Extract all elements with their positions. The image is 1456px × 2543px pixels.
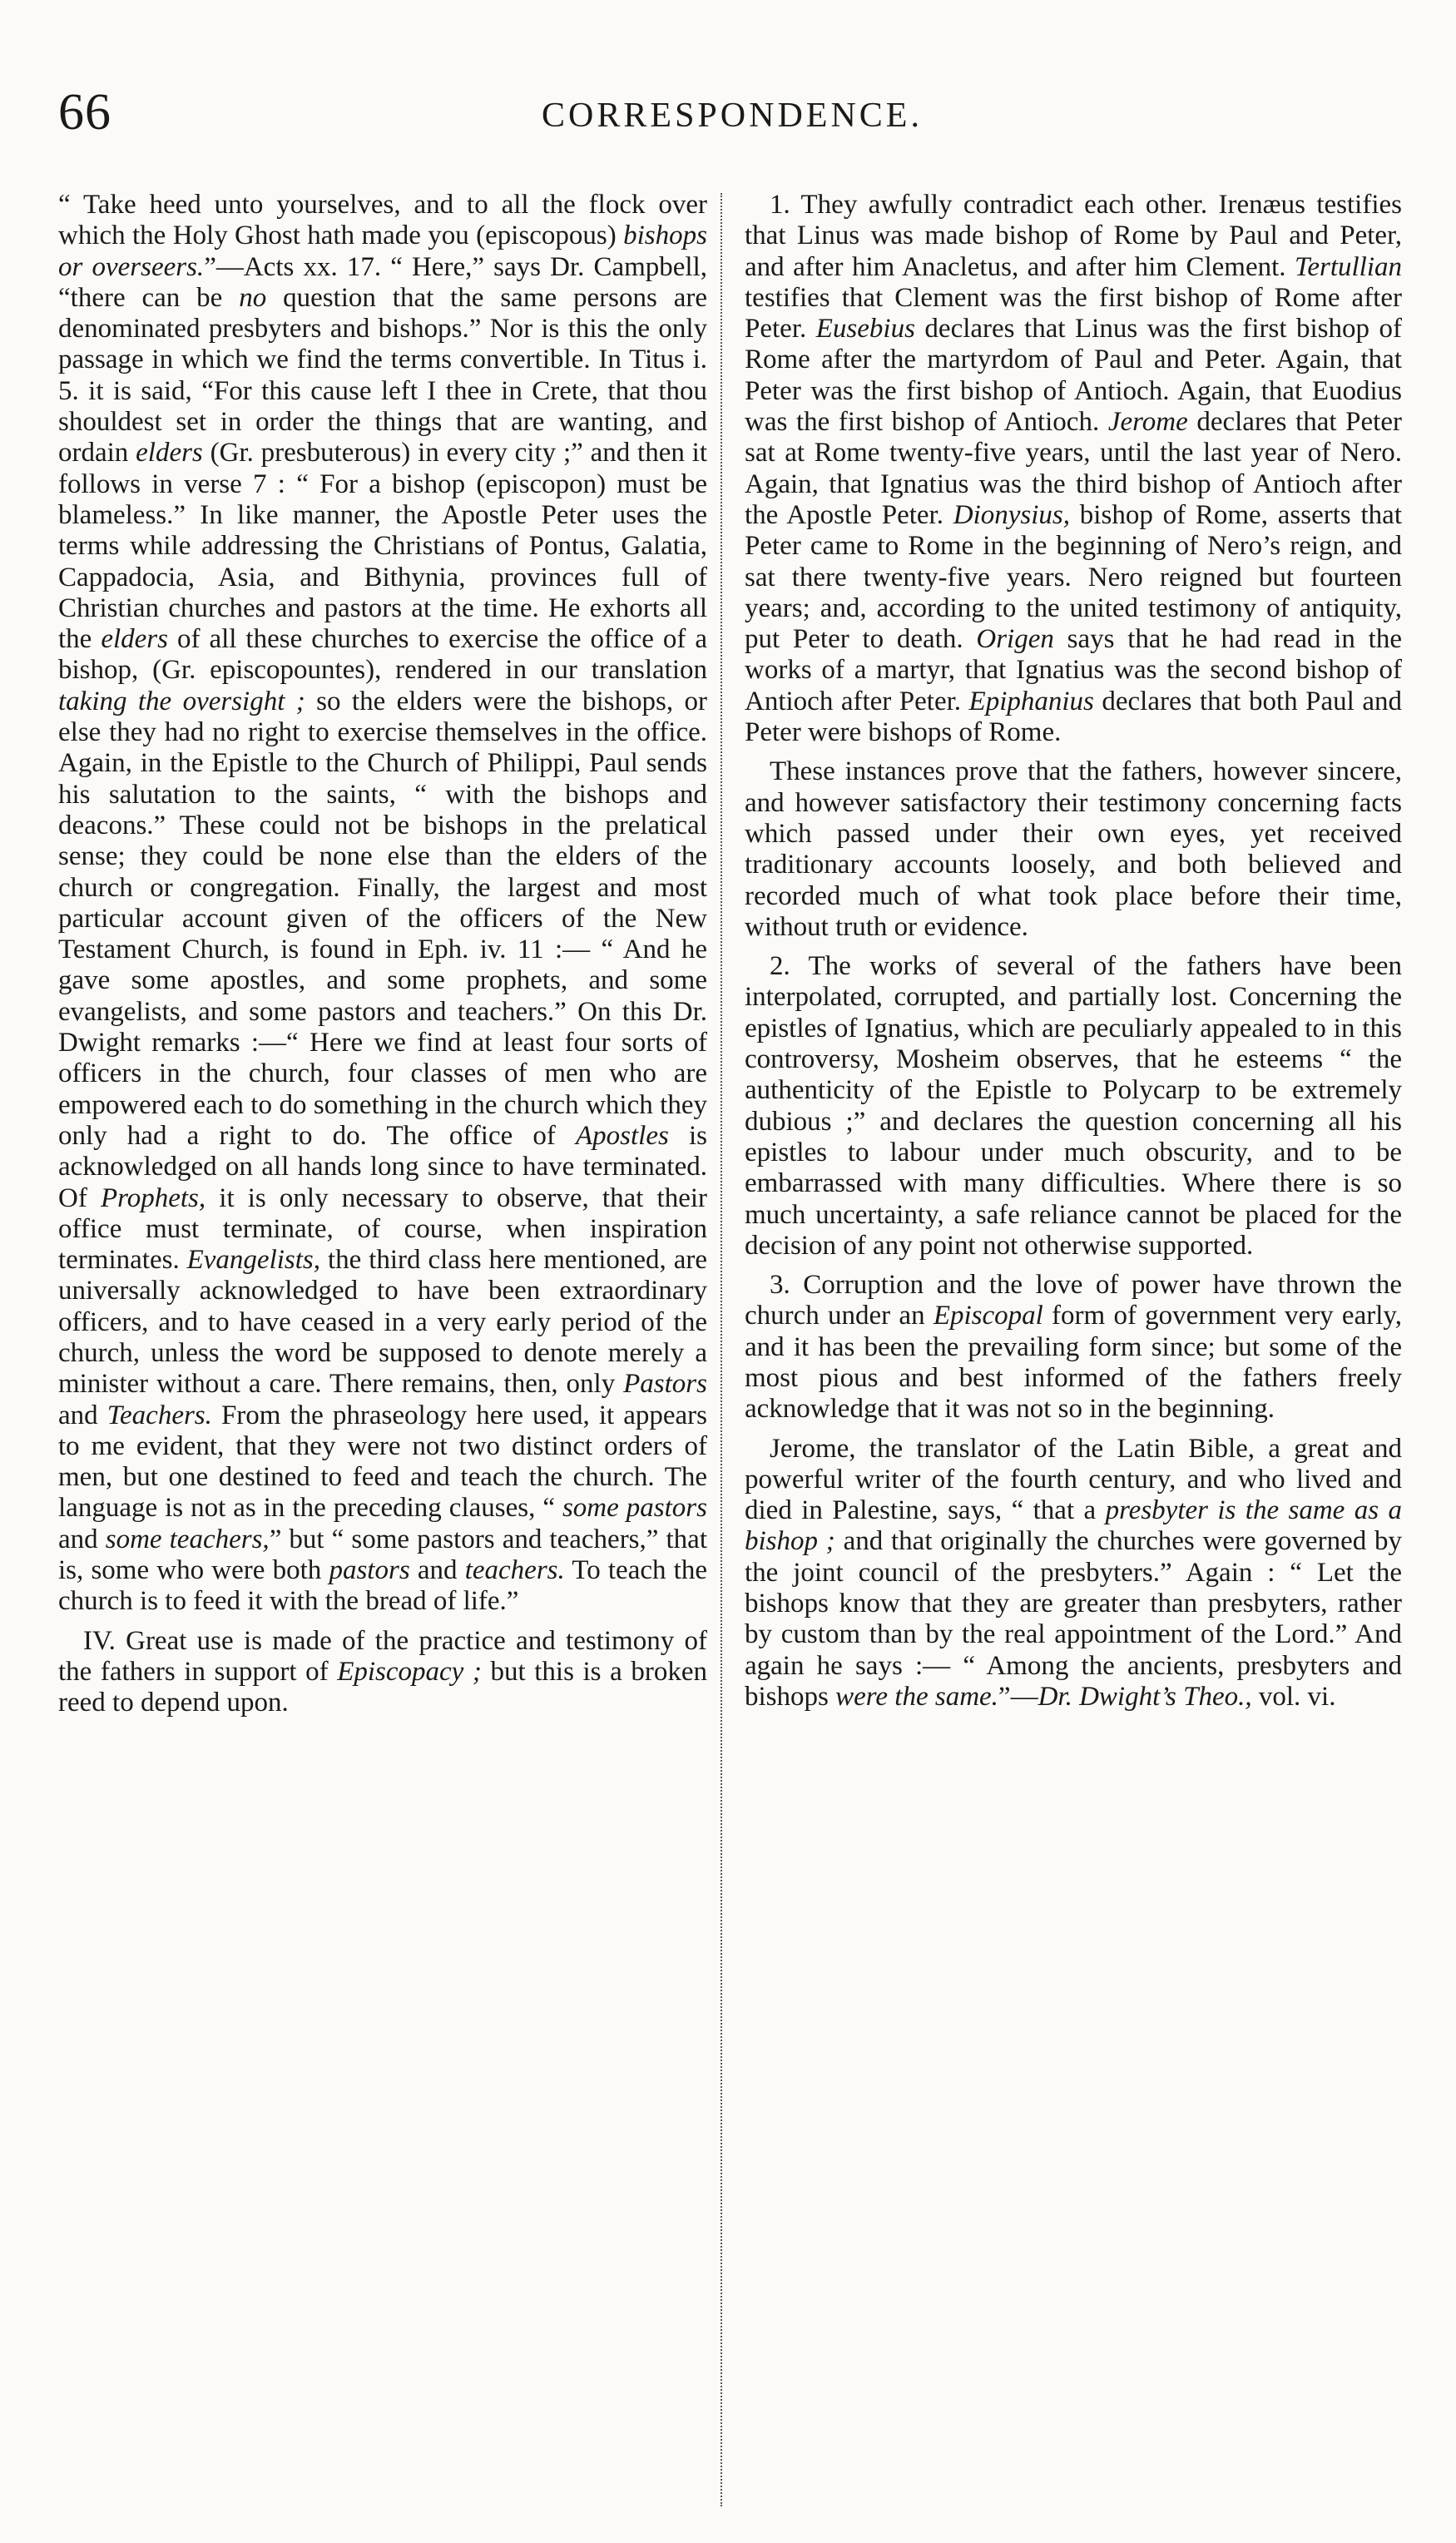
- text-run: From the phraseology here used, it appears to me evident, that they were not two distinct orders of men, but one destined to feed and teach the church. The language is not as in the preceding clauses, “: [58, 1400, 707, 1524]
- text-run: the third class here mentioned, are universally acknowledged to have been extraordinary officers, and to have ceased in a very early period of the church, unless the word be supposed to denote merely a minister without a care. There remains, then, only: [58, 1245, 707, 1400]
- paragraph: [745, 1434, 1402, 1713]
- column-divider: [721, 193, 722, 2506]
- left-column: [58, 190, 707, 2511]
- text-run: and: [58, 1400, 107, 1430]
- page-header: [58, 79, 1406, 154]
- italic-text-run: Apostles: [576, 1120, 669, 1151]
- paragraph: [745, 1270, 1402, 1425]
- italic-text-run: presbyter is the same as a bishop ;: [745, 1495, 1402, 1557]
- text-run: form of government very early, and it has been the prevailing form since; but some of the most pious and best informed of the fathers freely acknowledge that it was not so in the beginning.: [745, 1301, 1402, 1425]
- italic-text-run: Pastors: [623, 1369, 707, 1400]
- italic-text-run: no: [239, 282, 267, 313]
- italic-text-run: Jerome: [1107, 407, 1188, 438]
- text-run: question that the same persons are denominated presbyters and bishops.” Nor is this the only passage in which we find the terms convertible. In Titus i. 5. it is said, “For this cause left I thee in Crete, that thou shouldest set in order the things that are wanting, and ordain: [58, 282, 707, 468]
- italic-text-run: some teachers,: [105, 1524, 270, 1554]
- italic-text-run: were the same.: [835, 1681, 998, 1712]
- italic-text-run: Episcopal: [933, 1301, 1043, 1331]
- italic-text-run: Tertullian: [1295, 251, 1402, 282]
- text-run: (Gr. presbuterous) in every city ;” and then it follows in verse 7 : “ For a bishop (episcopon) must be blameless.” In like manner, the Apostle Peter uses the terms while addressing the Christians of Pontus, Galatia, Cappadocia, Asia, and Bithynia, provinces full of Christian churches and pastors at the time. He exhorts all the: [58, 438, 707, 655]
- paragraph: [58, 190, 707, 1618]
- italic-text-run: Dionysius,: [953, 499, 1071, 530]
- paragraph: [745, 951, 1402, 1262]
- text-run: ”—: [998, 1681, 1038, 1712]
- italic-text-run: elders: [101, 624, 168, 655]
- text-run: These instances prove that the fathers, however sincere, and however satisfactory their testimony concerning facts which passed under their own eyes, yet received traditionary accounts loosely, and both believed and recorded much of what took place before their time, without truth or evidence.: [745, 756, 1402, 942]
- text-run: bishop of Rome, asserts that Peter came to Rome in the beginning of Nero’s reign, and sat there twenty-five years. Nero reigned but fourteen years; and, according to the united testimony of antiquity, put Peter to death.: [745, 499, 1402, 655]
- text-run: “ Take heed unto yourselves, and to all the flock over which the Holy Ghost hath made you (episcopous): [58, 190, 707, 251]
- italic-text-run: bishops or overseers.: [58, 221, 707, 282]
- text-run: 1. They awfully contradict each other. Irenæus testifies that Linus was made bishop of Rome by Paul and Peter, and after him Anacletus, and after him Clement.: [745, 190, 1402, 282]
- text-run: so the elders were the bishops, or else they had no right to exercise themselves in the office. Again, in the Epistle to the Church of Philippi, Paul sends his salutation to the saints, “ with the bishops and deacons.” These could not be bishops in the prelatical sense; they could be none else than the elders of the church or congregation. Finally, the largest and most particular account given of the officers of the New Testament Church, is found in Eph. iv. 11 :— “ And he gave some apostles, and some prophets, and some evangelists, and some pastors and teachers.” On this Dr. Dwight remarks :—“ Here we find at least four sorts of officers in the church, four classes of men who are empowered each to do something in the church which they only had a right to do. The office of: [58, 686, 707, 1151]
- paragraph: [745, 756, 1402, 943]
- text-run: declares that Linus was the first bishop of Rome after the martyrdom of Paul and Peter. Again, that Peter was the first bishop of Antioch. Again, that Euodius was the first bishop of Antioch.: [745, 314, 1402, 438]
- text-run: and that originally the churches were governed by the joint council of the presbyters.” Again : “ Let the bishops know that they are greater than presbyters, rather by custom than by the real appointment of the Lord.” And again he says :— “ Among the ancients, presbyters and bishops: [745, 1526, 1402, 1712]
- text-run: Jerome, the translator of the Latin Bible, a great and powerful writer of the fourth century, and who lived and died in Palestine, says, “ that a: [745, 1433, 1402, 1526]
- text-run: of all these churches to exercise the office of a bishop, (Gr. episcopountes), rendered in our translation: [58, 624, 707, 686]
- text-run: says that he had read in the works of a martyr, that Ignatius was the second bishop of Antioch after Peter.: [745, 624, 1402, 716]
- italic-text-run: teachers.: [464, 1555, 565, 1586]
- italic-text-run: some pastors: [562, 1493, 707, 1524]
- text-run: 3. Corruption and the love of power have thrown the church under an: [745, 1270, 1402, 1331]
- text-run: declares that Peter sat at Rome twenty-five years, until the last year of Nero. Again, that Ignatius was the third bishop of Antioch after the Apostle Peter.: [745, 407, 1402, 530]
- italic-text-run: pastors: [329, 1555, 410, 1586]
- text-run: testifies that Clement was the first bishop of Rome after Peter.: [745, 282, 1402, 345]
- italic-text-run: elders: [136, 438, 203, 468]
- italic-text-run: Dr. Dwight’s Theo.,: [1038, 1681, 1252, 1712]
- page-number: 66: [58, 84, 111, 141]
- right-column: [745, 190, 1402, 2511]
- text-run: vol. vi.: [1251, 1681, 1336, 1712]
- italic-text-run: Teachers.: [106, 1400, 212, 1430]
- text-run: ” but “ some pastors and teachers,” that is, some who were both: [58, 1524, 707, 1586]
- paragraph: [58, 1626, 707, 1719]
- italic-text-run: Prophets,: [100, 1182, 206, 1213]
- paragraph: [745, 190, 1402, 748]
- italic-text-run: Episcopacy ;: [337, 1656, 482, 1687]
- text-run: is acknowledged on all hands long since to have terminated. Of: [58, 1120, 707, 1213]
- text-run: but this is a broken reed to depend upon.: [58, 1656, 707, 1718]
- running-head: CORRESPONDENCE.: [542, 97, 923, 135]
- text-run: To teach the church is to feed it with the bread of life.”: [58, 1555, 707, 1617]
- text-run: it is only necessary to observe, that their office must terminate, of course, when inspiration terminates.: [58, 1182, 707, 1276]
- italic-text-run: Epiphanius: [968, 686, 1094, 716]
- text-run: ”—Acts xx. 17. “ Here,” says Dr. Campbell, “there can be: [58, 251, 707, 313]
- italic-text-run: Eusebius: [815, 314, 915, 345]
- text-run: declares that both Paul and Peter were bishops of Rome.: [745, 686, 1402, 748]
- text-run: and: [409, 1555, 465, 1586]
- text-run: IV. Great use is made of the practice and testimony of the fathers in support of: [58, 1625, 707, 1687]
- text-run: and: [58, 1524, 106, 1554]
- italic-text-run: taking the oversight ;: [58, 686, 305, 716]
- italic-text-run: Evangelists,: [186, 1245, 321, 1276]
- italic-text-run: Origen: [976, 624, 1054, 655]
- text-run: 2. The works of several of the fathers have been interpolated, corrupted, and partially lost. Concerning the epistles of Ignatius, which are peculiarly appealed to in this controversy, Mosheim observes, that he esteems “ the authenticity of the Epistle to Polycarp to be extremely dubious ;” and declares the question concerning all his epistles to labour under much obscurity, and to be embarrassed with many difficulties. Where there is so much uncertainty, a safe reliance cannot be placed for the decision of any point not otherwise supported.: [745, 951, 1402, 1261]
